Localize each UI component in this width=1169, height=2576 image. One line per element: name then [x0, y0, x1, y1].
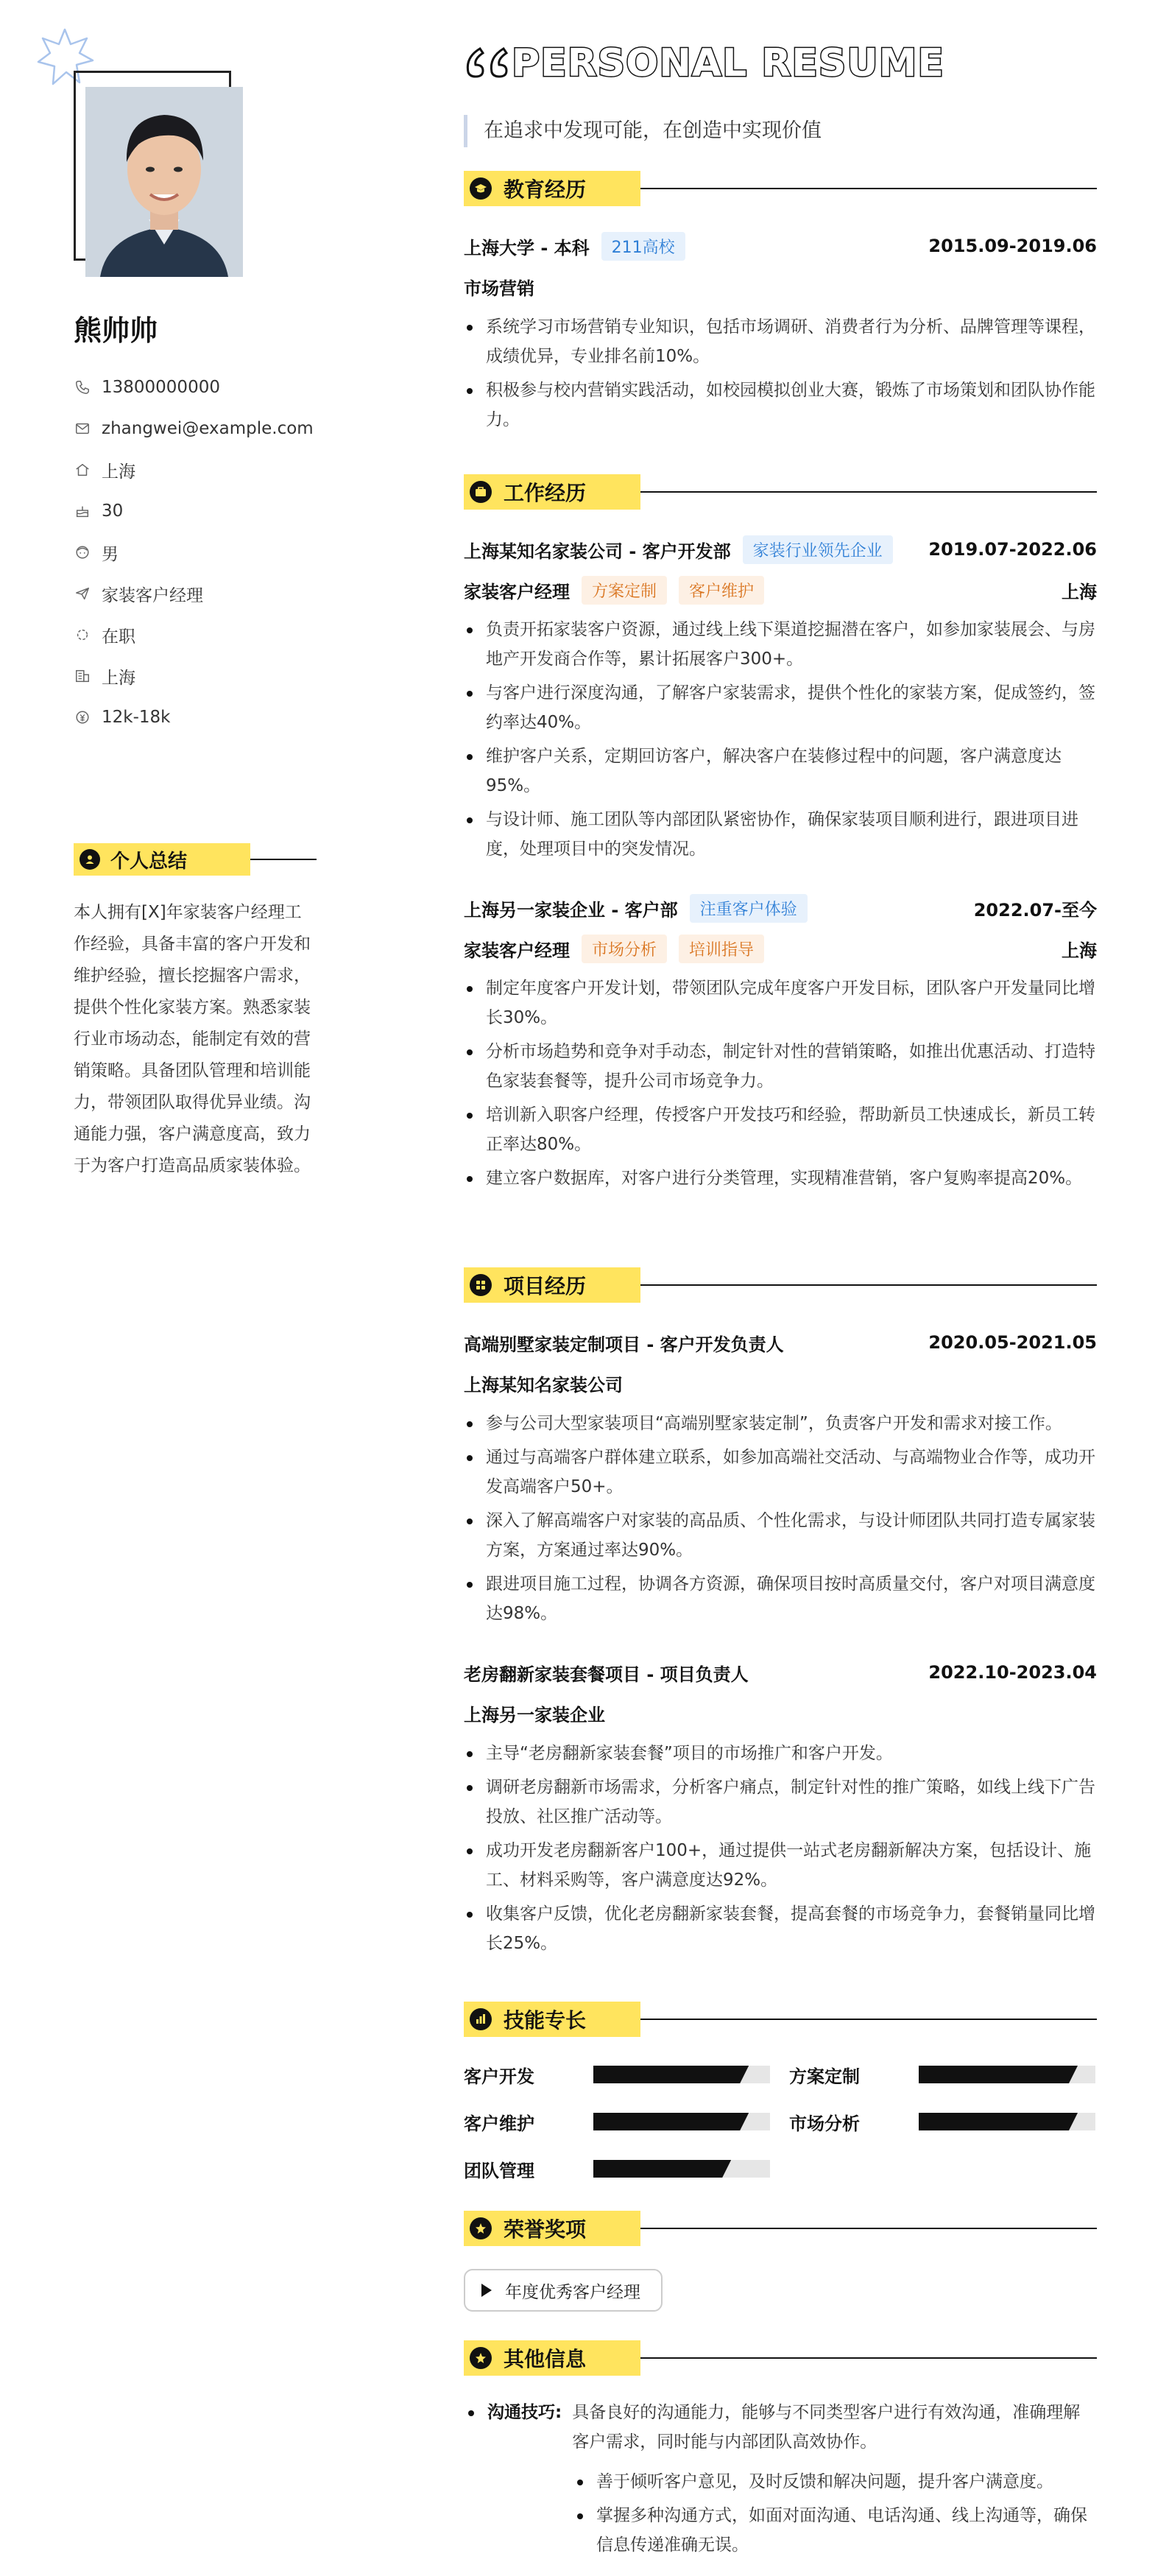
skill-bar	[919, 2113, 1095, 2130]
project-date: 2022.10-2023.04	[928, 1662, 1097, 1683]
info-position	[74, 573, 383, 614]
skill-item	[464, 2111, 770, 2133]
salary-value: 12k-18k	[102, 708, 171, 727]
list-item: 善于倾听客户意见，及时反馈和解决问题，提升客户满意度。	[574, 2467, 1097, 2496]
skill-tag: 培训指导	[679, 935, 764, 963]
education-row	[464, 231, 1097, 261]
major: 市场营销	[464, 278, 534, 299]
skill-tag: 市场分析	[582, 935, 667, 963]
list-item: 积极参与校内营销实践活动，如校园模拟创业大赛，锻炼了市场策划和团队协作能力。	[464, 376, 1097, 434]
award-icon	[470, 2217, 492, 2239]
honors-section-header	[464, 2211, 1097, 2246]
list-item: 与客户进行深度沟通，了解客户家装需求，提供个性化的家装方案，促成签约，签约率达40%。	[464, 678, 1097, 737]
job-role: 家装客户经理	[464, 581, 570, 602]
list-item: 培训新入职客户经理，传授客户开发技巧和经验，帮助新员工快速成长，新员工转正率达80%。	[464, 1100, 1097, 1159]
education-header-line	[640, 188, 1097, 189]
honors-header-pill	[464, 2211, 640, 2246]
list-item: 通过与高端客户群体建立联系，如参加高端社交活动、与高端物业合作等，成功开发高端客户50+。	[464, 1443, 1097, 1502]
project-name: 老房翻新家装套餐项目 - 项目负责人	[464, 1664, 749, 1685]
skill-label: 客户开发	[464, 2066, 534, 2087]
education-bullets	[464, 312, 1097, 439]
city-value: 上海	[102, 668, 135, 688]
other-section-header	[464, 2340, 1097, 2376]
home-icon	[74, 461, 91, 479]
info-email	[74, 408, 383, 449]
status-icon	[74, 626, 91, 644]
project-bullets	[464, 1409, 1097, 1633]
project-name: 高端别墅家装定制项目 - 客户开发负责人	[464, 1334, 784, 1355]
skill-bar	[919, 2066, 1095, 2083]
project-org: 上海另一家装企业	[464, 1704, 605, 1725]
skills-header-pill	[464, 2002, 640, 2037]
list-item: 维护客户关系，定期回访客户，解决客户在装修过程中的问题，客户满意度达95%。	[464, 742, 1097, 800]
info-location	[74, 449, 383, 490]
projects-header-pill	[464, 1267, 640, 1303]
education-header-pill	[464, 171, 640, 206]
job-company: 上海某知名家装公司 - 客户开发部	[464, 541, 731, 562]
skill-label: 方案定制	[789, 2066, 860, 2087]
grid-icon	[470, 1274, 492, 1296]
list-item: 掌握多种沟通方式，如面对面沟通、电话沟通、线上沟通等，确保信息传递准确无误。	[574, 2501, 1097, 2560]
info-gender	[74, 532, 383, 573]
mail-icon	[74, 420, 91, 437]
company-tag: 家装行业领先企业	[743, 535, 893, 564]
list-item: 与设计师、施工团队等内部团队紧密协作，确保家装项目顺利进行，跟进项目进度，处理项目中的突发情况。	[464, 805, 1097, 864]
job-city: 上海	[1062, 940, 1097, 961]
skill-label: 客户维护	[464, 2113, 534, 2134]
info-icon	[470, 2347, 492, 2369]
award-label: 年度优秀客户经理	[505, 2282, 640, 2302]
skill-bar-fill	[593, 2160, 731, 2178]
list-item: 系统学习市场营销专业知识，包括市场调研、消费者行为分析、品牌管理等课程，成绩优异，专业排名前10%。	[464, 312, 1097, 371]
project-date: 2020.05-2021.05	[928, 1332, 1097, 1353]
projects-title: 项目经历	[504, 1274, 587, 1298]
phone-icon	[74, 379, 91, 396]
school-tag: 211高校	[601, 232, 685, 261]
list-item: 参与公司大型家装项目“高端别墅家装定制”，负责客户开发和需求对接工作。	[464, 1409, 1097, 1438]
contact-info-list	[74, 367, 383, 738]
skill-tag: 方案定制	[582, 576, 667, 605]
info-phone	[74, 367, 383, 408]
slogan: 在追求中发现可能，在创造中实现价值	[464, 115, 822, 147]
list-item: 分析市场趋势和竞争对手动态，制定针对性的营销策略，如推出优惠活动、打造特色家装套餐等，提升公司市场竞争力。	[464, 1037, 1097, 1096]
skill-bar-fill	[593, 2113, 749, 2130]
project-org-row	[464, 1698, 1097, 1728]
other-value: 具备良好的沟通能力，能够与不同类型客户进行有效沟通，准确理解客户需求，同时能与内部团队高效协作。	[572, 2403, 1081, 2452]
project-org: 上海某知名家装公司	[464, 1374, 623, 1396]
skills-header-line	[640, 2019, 1097, 2020]
skill-bar-fill	[593, 2066, 749, 2083]
sidebar	[0, 0, 398, 2576]
job-city: 上海	[1062, 581, 1097, 602]
position-value: 家装客户经理	[102, 585, 203, 605]
list-item: 成功开发老房翻新客户100+，通过提供一站式老房翻新解决方案，包括设计、施工、材料采购等，客户满意度达92%。	[464, 1836, 1097, 1895]
list-item: 收集客户反馈，优化老房翻新家装套餐，提高套餐的市场竞争力，套餐销量同比增长25%。	[464, 1899, 1097, 1958]
job-role-row	[464, 575, 1097, 605]
job-company: 上海另一家装企业 - 客户部	[464, 899, 678, 921]
skill-item	[789, 2111, 1095, 2133]
skill-item	[464, 2063, 770, 2086]
skill-bar-fill	[919, 2113, 1078, 2130]
education-date: 2015.09-2019.06	[928, 236, 1097, 256]
list-item: 调研老房翻新市场需求，分析客户痛点，制定针对性的推广策略，如线上线下广告投放、社区推广活动等。	[464, 1773, 1097, 1831]
projects-section-header	[464, 1267, 1097, 1303]
gender-value: 男	[102, 544, 119, 564]
briefcase-icon	[470, 481, 492, 503]
list-item	[464, 2398, 1097, 2457]
cake-icon	[74, 502, 91, 520]
project-row	[464, 1328, 1097, 1357]
info-status	[74, 614, 383, 655]
info-city	[74, 655, 383, 697]
school-name: 上海大学 - 本科	[464, 237, 590, 258]
age-value: 30	[102, 502, 124, 521]
other-title: 其他信息	[504, 2347, 587, 2371]
skill-bar	[593, 2066, 770, 2083]
user-icon	[80, 849, 100, 870]
other-header-pill	[464, 2340, 640, 2376]
candidate-name: 熊帅帅	[74, 314, 158, 347]
skill-tag: 客户维护	[679, 576, 764, 605]
projects-header-line	[640, 1284, 1097, 1286]
work-title: 工作经历	[504, 481, 587, 505]
other-header-line	[640, 2357, 1097, 2359]
status-value: 在职	[102, 627, 135, 647]
project-row	[464, 1658, 1097, 1687]
summary-header-line	[250, 859, 317, 860]
other-sub-list	[574, 2467, 1097, 2560]
company-tag: 注重客户体验	[690, 894, 808, 923]
list-item: 跟进项目施工过程，协调各方资源，确保项目按时高质量交付，客户对项目满意度达98%。	[464, 1569, 1097, 1628]
work-header-pill	[464, 474, 640, 510]
list-item: 深入了解高端客户对家装的高品质、个性化需求，与设计师团队共同打造专属家装方案，方案通过率达90%。	[464, 1506, 1097, 1565]
job-date: 2022.07-至今	[973, 899, 1097, 921]
send-icon	[74, 585, 91, 602]
gender-icon	[74, 543, 91, 561]
skill-item	[464, 2158, 770, 2180]
skill-bar	[593, 2113, 770, 2130]
list-item: 制定年度客户开发计划，带领团队完成年度客户开发目标，团队客户开发量同比增长30%。	[464, 974, 1097, 1032]
project-org-row	[464, 1368, 1097, 1398]
job-bullets	[464, 974, 1097, 1197]
honors-header-line	[640, 2228, 1097, 2229]
job-role: 家装客户经理	[464, 940, 570, 961]
location-value: 上海	[102, 462, 135, 482]
summary-section-header	[74, 843, 317, 876]
summary-title: 个人总结	[110, 850, 188, 873]
project-bullets	[464, 1739, 1097, 1963]
email-value: zhangwei@example.com	[102, 419, 314, 438]
education-section-header	[464, 171, 1097, 206]
info-salary	[74, 697, 383, 738]
education-title: 教育经历	[504, 177, 587, 202]
skill-item	[789, 2063, 1095, 2086]
skill-label: 市场分析	[789, 2113, 860, 2134]
award-chip	[464, 2269, 663, 2312]
summary-header-pill	[74, 843, 250, 876]
other-key: 沟通技巧:	[487, 2403, 562, 2422]
job-role-row	[464, 934, 1097, 963]
skill-bar	[593, 2160, 770, 2178]
honors-title: 荣誉奖项	[504, 2217, 587, 2242]
job-bullets	[464, 615, 1097, 868]
work-section-header	[464, 474, 1097, 510]
quote-mark-icon	[464, 43, 515, 80]
work-header-line	[640, 491, 1097, 493]
play-icon	[481, 2284, 492, 2297]
list-item: 负责开拓家装客户资源，通过线上线下渠道挖掘潜在客户，如参加家装展会、与房地产开发商合作等，累计拓展客户300+。	[464, 615, 1097, 674]
salary-icon	[74, 708, 91, 726]
building-icon	[74, 667, 91, 685]
chart-icon	[470, 2008, 492, 2030]
job-row	[464, 535, 1097, 564]
avatar	[85, 87, 243, 277]
resume-title: PERSONAL RESUME	[512, 41, 944, 85]
skill-bar-fill	[919, 2066, 1078, 2083]
skills-section-header	[464, 2002, 1097, 2037]
other-info-block	[464, 2398, 1097, 2564]
summary-text: 本人拥有[X]年家装客户经理工作经验，具备丰富的客户开发和维护经验，擅长挖掘客户需求，提供个性化家装方案。熟悉家装行业市场动态，能制定有效的营销策略。具备团队管理和培训能力，带领团队取得优异业绩。沟通能力强，客户满意度高，致力于为客户打造高品质家装体验。	[74, 903, 311, 1175]
skill-label: 团队管理	[464, 2160, 534, 2181]
job-date: 2019.07-2022.06	[928, 539, 1097, 560]
job-row	[464, 893, 1097, 923]
phone-value: 13800000000	[102, 378, 220, 397]
graduation-cap-icon	[470, 177, 492, 200]
skills-title: 技能专长	[504, 2008, 587, 2033]
major-row	[464, 272, 1097, 301]
info-age	[74, 490, 383, 532]
list-item: 建立客户数据库，对客户进行分类管理，实现精准营销，客户复购率提高20%。	[464, 1164, 1097, 1193]
list-item: 主导“老房翻新家装套餐”项目的市场推广和客户开发。	[464, 1739, 1097, 1768]
